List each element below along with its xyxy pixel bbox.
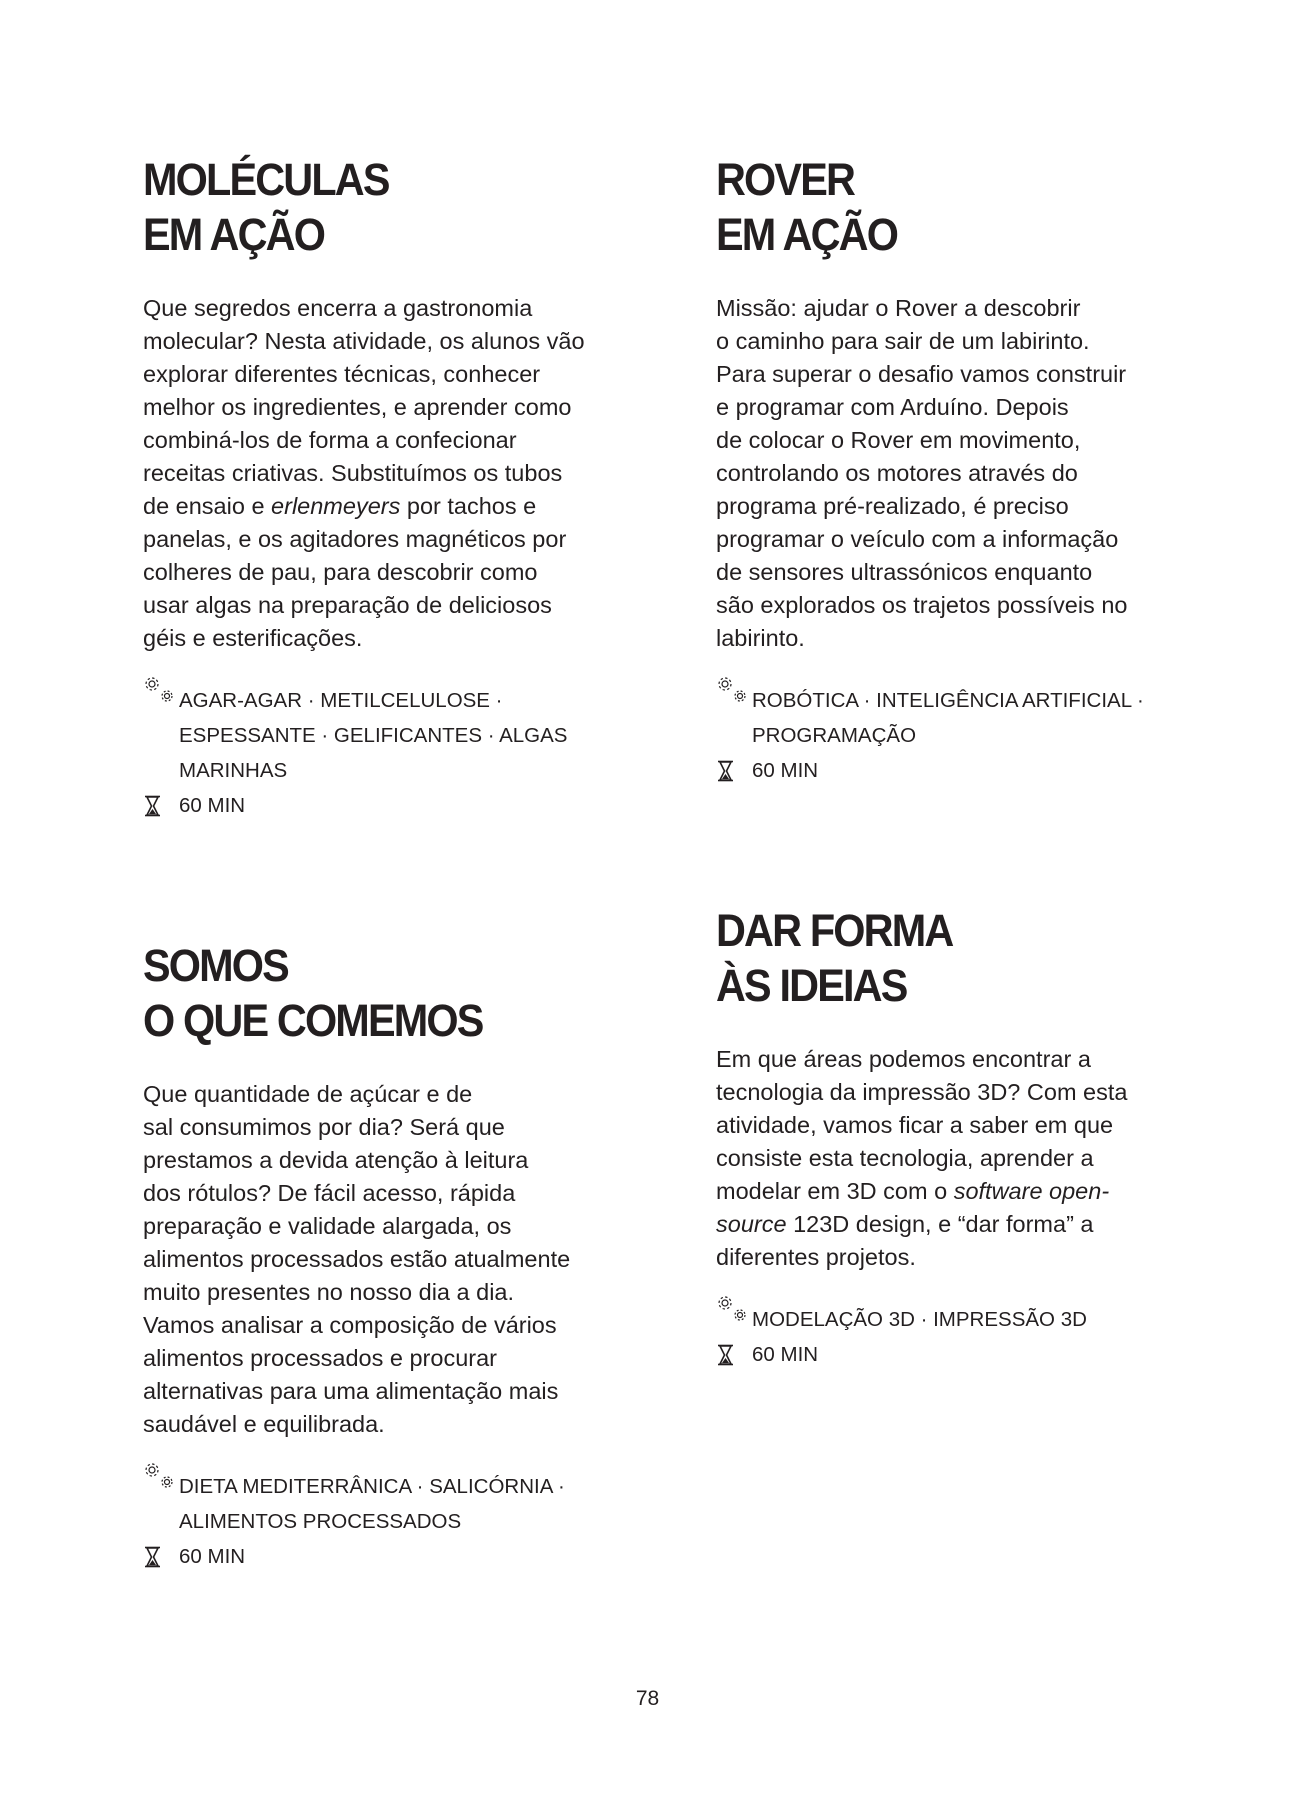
body-line: tecnologia da impressão 3D? Com esta [716, 1079, 1128, 1105]
activity-description [143, 1078, 663, 1441]
body-line: colheres de pau, para descobrir como [143, 559, 538, 585]
activity-title [143, 938, 621, 1048]
hourglass-icon [144, 795, 161, 817]
body-line: explorar diferentes técnicas, conhecer [143, 361, 541, 387]
body-line: sal consumimos por dia? Será que [143, 1114, 505, 1140]
body-line: Em que áreas podemos encontrar a [716, 1046, 1091, 1072]
title-line: SOMOS [143, 940, 288, 991]
body-line: são explorados os trajetos possíveis no [716, 592, 1128, 618]
duration-row [716, 1337, 1236, 1372]
title-line: EM AÇÃO [716, 209, 898, 260]
activity-title [716, 152, 1194, 262]
topics-row [716, 683, 1236, 753]
body-line: alimentos processados estão atualmente [143, 1246, 571, 1272]
body-line: consiste esta tecnologia, aprender a [716, 1145, 1094, 1171]
body-line: programar o veículo com a informação [716, 526, 1119, 552]
tag-line: DIETA MEDITERRÂNICA · SALICÓRNIA · [179, 1475, 565, 1498]
page-number: 78 [635, 1687, 660, 1710]
body-line: panelas, e os agitadores magnéticos por [143, 526, 567, 552]
text: modelar em 3D com o [716, 1178, 954, 1204]
activity-dar-forma [716, 903, 1236, 1372]
activity-rover [716, 152, 1236, 788]
body-line: alimentos processados e procurar [143, 1345, 497, 1371]
body-line: saudável e equilibrada. [143, 1411, 385, 1437]
body-line: molecular? Nesta atividade, os alunos vão [143, 328, 585, 354]
body-line: e programar com Arduíno. Depois [716, 394, 1069, 420]
gears-icon [143, 675, 177, 705]
title-line: O QUE COMEMOS [143, 995, 483, 1046]
body-line: Missão: ajudar o Rover a descobrir [716, 295, 1081, 321]
body-line: labirinto. [716, 625, 805, 651]
activity-title [143, 152, 621, 262]
body-line: alternativas para uma alimentação mais [143, 1378, 559, 1404]
title-line: ROVER [716, 154, 855, 205]
activity-meta [716, 683, 1236, 788]
topics-row [143, 683, 663, 788]
body-line: o caminho para sair de um labirinto. [716, 328, 1090, 354]
activity-description [143, 292, 663, 655]
gears-icon [143, 1461, 177, 1491]
italic-term: software open- [953, 1178, 1110, 1204]
body-line: Para superar o desafio vamos construir [716, 361, 1127, 387]
hourglass-icon [717, 1344, 734, 1366]
text: por tachos e [400, 493, 537, 519]
body-line: de sensores ultrassónicos enquanto [716, 559, 1093, 585]
hourglass-icon [144, 1546, 161, 1568]
title-line: DAR FORMA [716, 905, 953, 956]
body-line: combiná-los de forma a confecionar [143, 427, 517, 453]
tag-line: PROGRAMAÇÃO [752, 724, 917, 747]
body-line [716, 1208, 1236, 1241]
activity-moleculas [143, 152, 663, 823]
body-line: géis e esterificações. [143, 625, 363, 651]
body-line: usar algas na preparação de deliciosos [143, 592, 552, 618]
body-line: diferentes projetos. [716, 1244, 916, 1270]
tag-line: MARINHAS [179, 759, 288, 782]
duration-row [716, 753, 1236, 788]
tag-line: AGAR-AGAR · METILCELULOSE · [179, 689, 503, 712]
duration: 60 MIN [179, 1545, 246, 1568]
italic-term: source [716, 1211, 787, 1237]
duration-row [143, 788, 663, 823]
body-line: atividade, vamos ficar a saber em que [716, 1112, 1114, 1138]
duration: 60 MIN [179, 794, 246, 817]
title-line: EM AÇÃO [143, 209, 325, 260]
activity-title [716, 903, 1194, 1013]
body-line: Que segredos encerra a gastronomia [143, 295, 533, 321]
tag-line: MODELAÇÃO 3D · IMPRESSÃO 3D [752, 1308, 1087, 1331]
gears-icon [716, 675, 750, 705]
body-line: dos rótulos? De fácil acesso, rápida [143, 1180, 516, 1206]
italic-term: erlenmeyers [271, 493, 401, 519]
duration-row [143, 1539, 663, 1574]
hourglass-icon [717, 760, 734, 782]
body-line: programa pré-realizado, é preciso [716, 493, 1069, 519]
body-line: Vamos analisar a composição de vários [143, 1312, 557, 1338]
tag-line: ALIMENTOS PROCESSADOS [179, 1510, 462, 1533]
activity-meta [716, 1302, 1236, 1372]
body-line: prestamos a devida atenção à leitura [143, 1147, 529, 1173]
topics-row [143, 1469, 663, 1539]
title-line: MOLÉCULAS [143, 154, 389, 205]
body-line [716, 1175, 1236, 1208]
activity-description [716, 1043, 1236, 1274]
body-line: receitas criativas. Substituímos os tubos [143, 460, 563, 486]
body-line: Que quantidade de açúcar e de [143, 1081, 473, 1107]
duration: 60 MIN [752, 759, 819, 782]
text: 123D design, e “dar forma” a [786, 1211, 1094, 1237]
tag-line: ESPESSANTE · GELIFICANTES · ALGAS [179, 724, 568, 747]
activity-somos [143, 938, 663, 1574]
gears-icon [716, 1294, 750, 1324]
activity-meta [143, 683, 663, 823]
body-line: melhor os ingredientes, e aprender como [143, 394, 572, 420]
body-line: de colocar o Rover em movimento, [716, 427, 1081, 453]
activity-description [716, 292, 1236, 655]
body-line: preparação e validade alargada, os [143, 1213, 512, 1239]
duration: 60 MIN [752, 1343, 819, 1366]
tag-line: ROBÓTICA · INTELIGÊNCIA ARTIFICIAL · [752, 689, 1144, 712]
activity-meta [143, 1469, 663, 1574]
body-line [143, 490, 663, 523]
body-line: controlando os motores através do [716, 460, 1078, 486]
title-line: ÀS IDEIAS [716, 960, 907, 1011]
body-line: muito presentes no nosso dia a dia. [143, 1279, 515, 1305]
topics-row [716, 1302, 1236, 1337]
text: de ensaio e [143, 493, 272, 519]
